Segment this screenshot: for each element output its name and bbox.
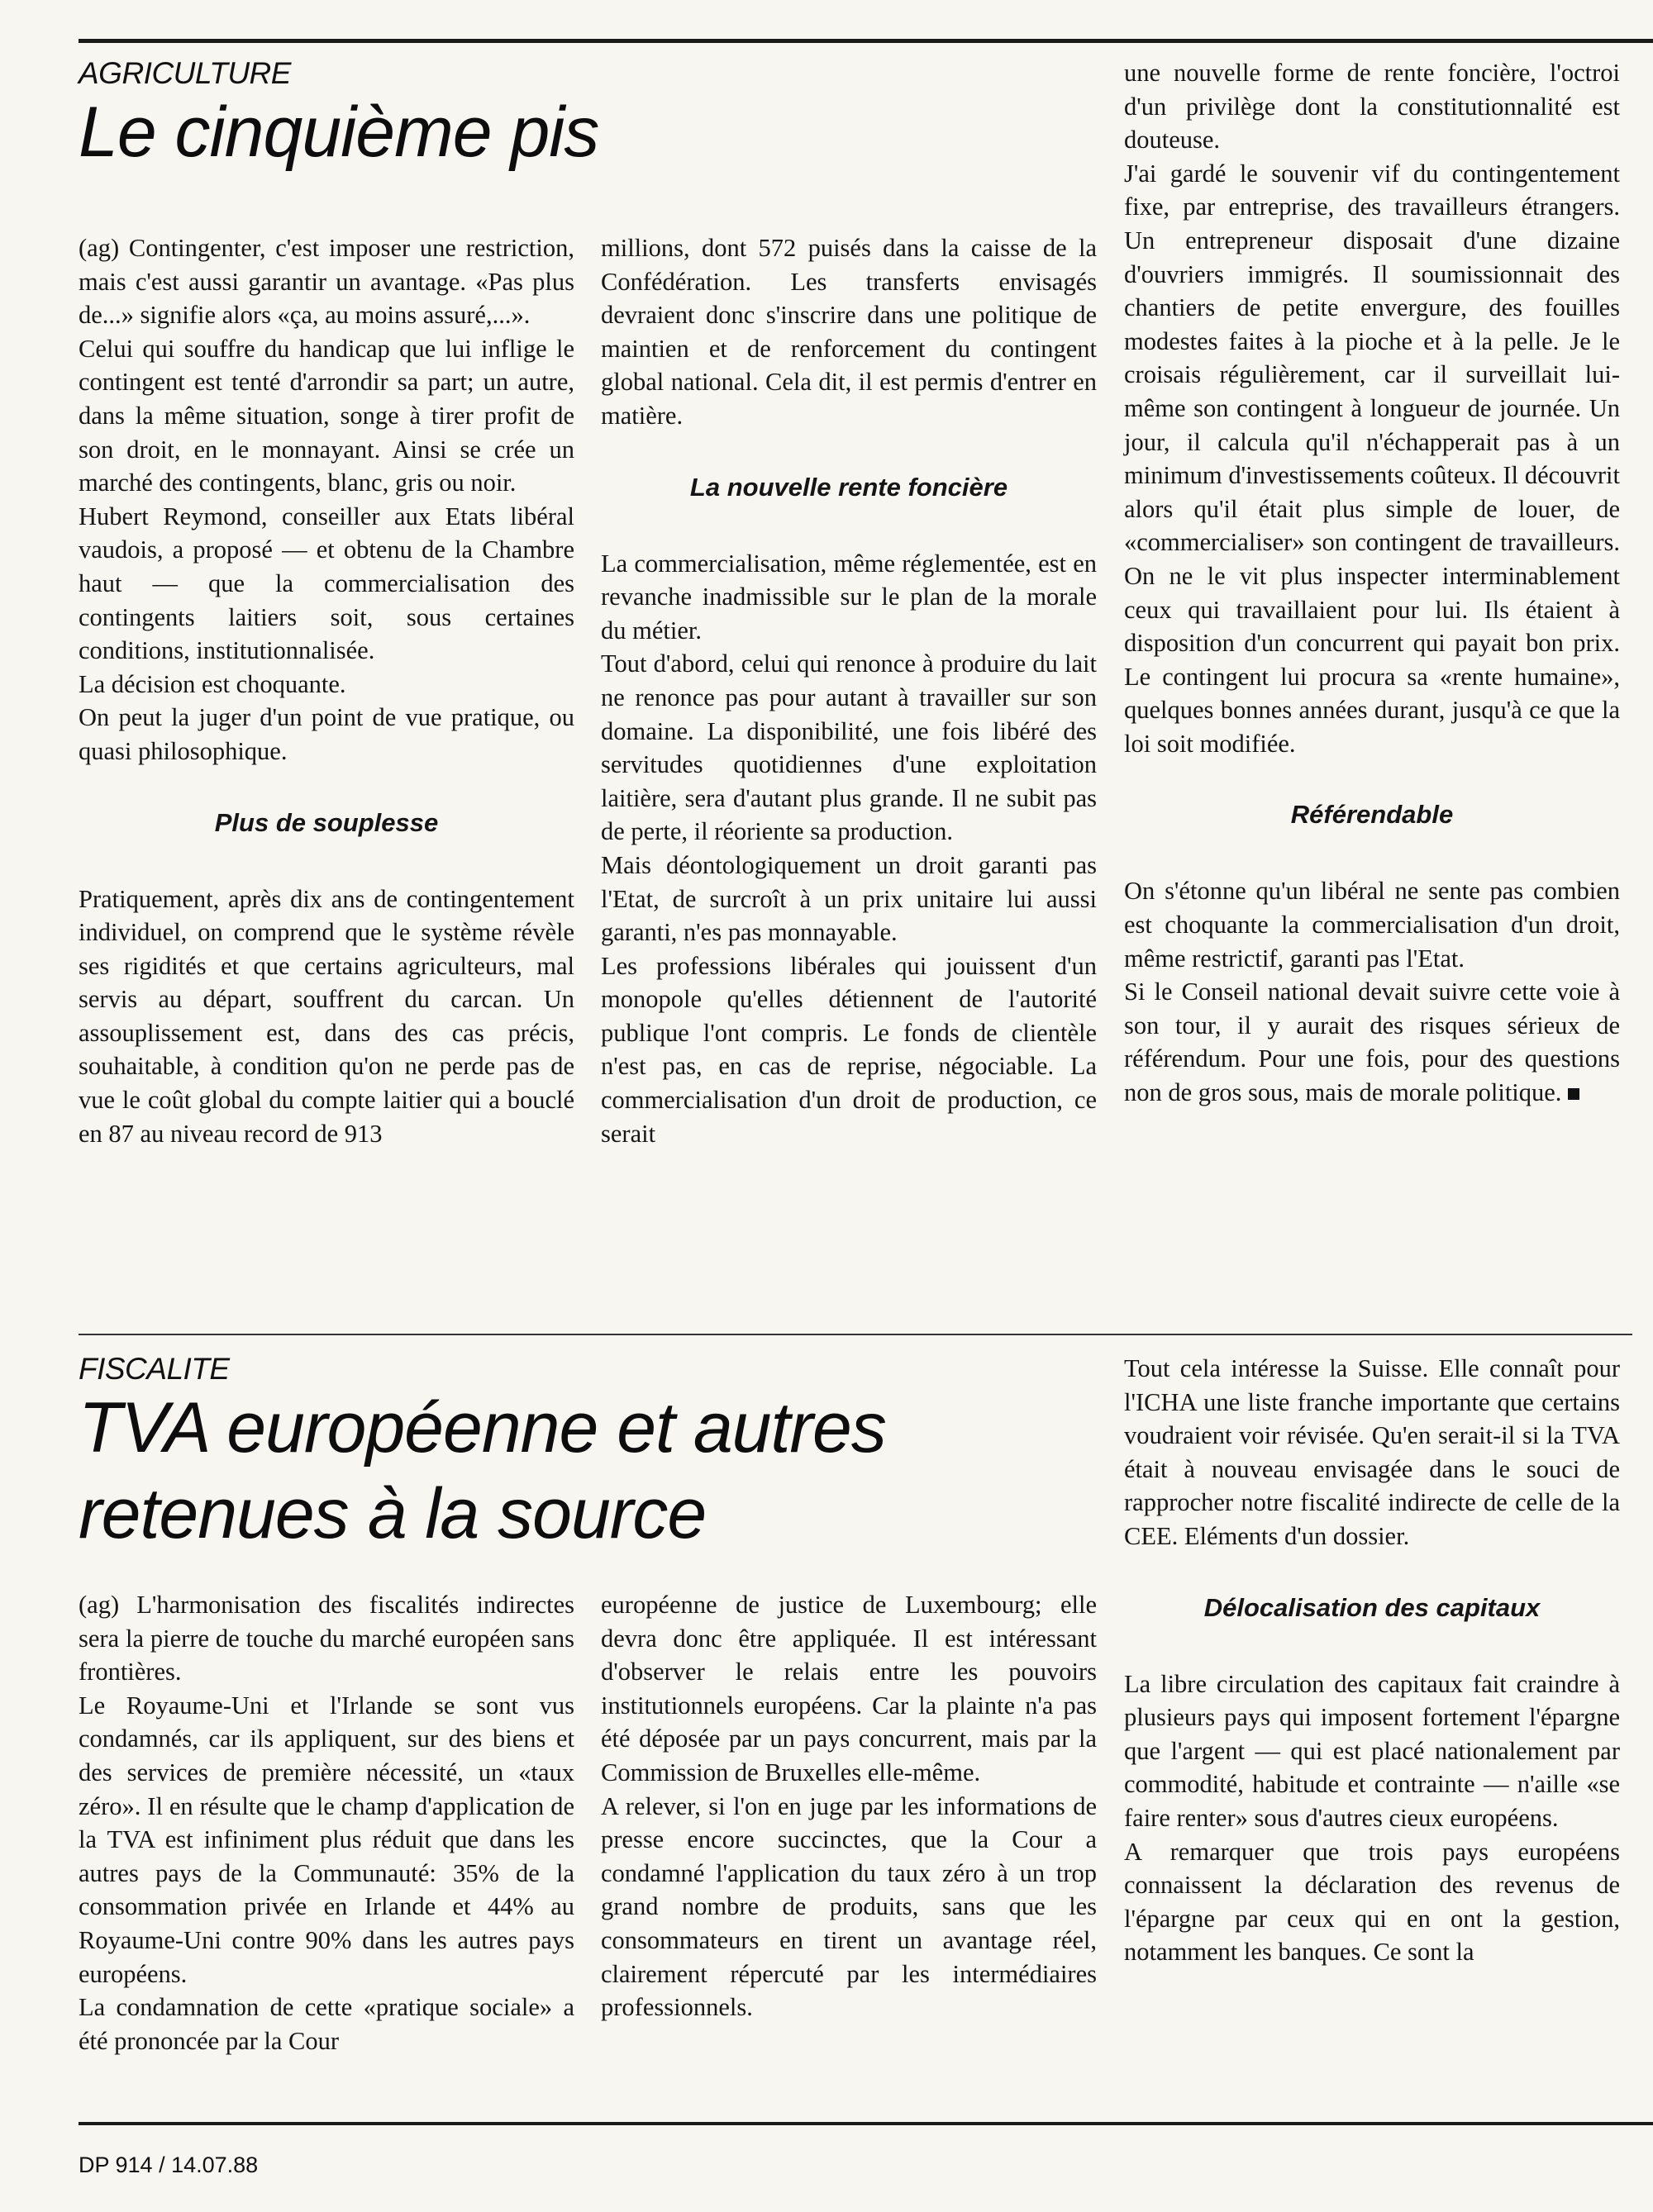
paragraph: une nouvelle forme de rente foncière, l'octroi d'un privilège dont la constitutionnalité est douteuse. [1124, 59, 1620, 155]
paragraph: Pratiquement, après dix ans de contingentement individuel, on comprend que le système révèle ses rigidités et que certains agriculteurs, mal servis au départ, souffrent du carcan. Un assouplissement est, dans des cas précis, souhaitable, à condition qu'on ne perde pas de vue le coût global du compte laitier qui a bouclé en 87 au niveau record de 913 [79, 884, 574, 1148]
paragraph: Mais déontologiquement un droit garanti pas l'Etat, de surcroît à un prix unitaire lui aussi garanti, n'es pas monnayable. [601, 850, 1097, 947]
article2-column-1 [79, 1588, 574, 2057]
subheading: Plus de souplesse [214, 807, 439, 837]
paragraph: On s'étonne qu'un libéral ne sente pas combien est choquante la commercialisation d'un droit, même restrictif, garanti pas l'Etat. [1124, 877, 1620, 973]
paragraph: (ag) L'harmonisation des fiscalités indirectes sera la pierre de touche du marché européen sans frontières. [79, 1591, 574, 1686]
article1-column-2 [601, 231, 1097, 1150]
article2-column-2 [601, 1588, 1097, 2024]
subheading: La nouvelle rente foncière [689, 472, 1008, 502]
paragraph: Tout cela intéresse la Suisse. Elle connaît pour l'ICHA une liste franche importante que certains voudraient voir révisée. Qu'en serait-il si la TVA était à nouveau envisagée dans le souci de rapprocher notre fiscalité indirecte de celle de la CEE. Eléments d'un dossier. [1124, 1354, 1620, 1550]
article1-column-1 [79, 231, 574, 1150]
issue-footer: DP 914 / 14.07.88 [79, 2153, 259, 2177]
paragraph: Tout d'abord, celui qui renonce à produire du lait ne renonce pas pour autant à travailler sur son domaine. La disponibilité, une fois libéré des servitudes quotidiennes d'une exploitation laitière, sera d'autant plus grande. Il ne subit pas de perte, il réoriente sa production. [601, 649, 1097, 846]
paragraph: Celui qui souffre du handicap que lui inflige le contingent est tenté d'arrondir sa part; un autre, dans la même situation, songe à tirer profit de son droit, en le monnayant. Ainsi se crée un marché des contingents, blanc, gris ou noir. [79, 334, 574, 497]
paragraph: Hubert Reymond, conseiller aux Etats libéral vaudois, a proposé — et obtenu de la Chambre haut — que la commercialisation des contingents laitiers soit, sous certaines conditions, institutionnalisée. [79, 502, 574, 665]
section-divider [79, 1334, 1632, 1335]
paragraph: J'ai gardé le souvenir vif du contingentement fixe, par entreprise, des travailleurs étrangers. Un entrepreneur disposait d'une dizaine d'ouvriers immigrés. Il soumissionnait des chantiers de petite envergure, des fouilles modestes faites à la pioche et à la pelle. Je le croisais régulièrement, car il surveillait lui-même son contingent à longueur de journée. Un jour, il calcula qu'il n'échapperait pas à un minimum d'investissements coûteux. Il découvrit alors qu'il était plus simple de louer, de «commercialiser» son contingent de travailleurs. On ne le vit plus inspecter interminablement ceux qui travaillaient pour lui. Ils étaient à disposition d'un concurrent qui payait bon prix. Le contingent lui procura sa «rente humaine», quelques bonnes années durant, jusqu'à ce que la loi soit modifiée. [1124, 159, 1620, 758]
end-of-article-icon [1568, 1088, 1579, 1100]
paragraph [1124, 975, 1620, 1109]
paragraph: La condamnation de cette «pratique sociale» a été prononcée par la Cour [79, 1993, 574, 2055]
top-rule [79, 39, 1653, 43]
paragraph: La commercialisation, même réglementée, est en revanche inadmissible sur le plan de la morale du métier. [601, 549, 1097, 645]
article1-kicker: AGRICULTURE [79, 56, 291, 90]
article2-kicker: FISCALITE [79, 1352, 230, 1386]
paragraph: On peut la juger d'un point de vue pratique, ou quasi philosophique. [79, 703, 574, 765]
paragraph: A relever, si l'on en juge par les informations de presse encore succinctes, que la Cour a condamné l'application du taux zéro à un trop grand nombre de produits, sans que les consommateurs en tirent un avantage réel, clairement répercuté par les intermédiaires professionnels. [601, 1791, 1097, 2022]
paragraph: (ag) Contingenter, c'est imposer une restriction, mais c'est aussi garantir un avantage. «Pas plus de...» signifie alors «ça, au moins assuré,...». [79, 234, 574, 330]
paragraph-text: Si le Conseil national devait suivre cette voie à son tour, il y aurait des risques sérieux de référendum. Pour une fois, pour des questions non de gros sous, mais de morale politique. [1124, 978, 1620, 1107]
bottom-rule [79, 2122, 1653, 2125]
paragraph: millions, dont 572 puisés dans la caisse de la Confédération. Les transferts envisagés devraient donc s'inscrire dans une politique de maintien et de renforcement du contingent global national. Cela dit, il est permis d'entrer en matière. [601, 234, 1097, 430]
article1-column-3 [1124, 56, 1620, 1110]
article2-column-3 [1124, 1352, 1620, 1969]
paragraph: Le Royaume-Uni et l'Irlande se sont vus condamnés, car ils appliquent, sur des biens et des services de première nécessité, un «taux zéro». Il en résulte que le champ d'application de la TVA est infiniment plus réduit que dans les autres pays de la Communauté: 35% de la consommation privée en Irlande et 44% au Royaume-Uni contre 90% dans les autres pays européens. [79, 1691, 574, 1988]
paragraph: La décision est choquante. [79, 669, 346, 698]
paragraph: La libre circulation des capitaux fait craindre à plusieurs pays qui imposent fortement l'épargne que l'argent — qui est placé nationalement par commodité, habitude et contrainte — n'aille «se faire renter» sous d'autres cieux européens. [1124, 1669, 1620, 1832]
subheading: Délocalisation des capitaux [1203, 1592, 1541, 1622]
paragraph: Les professions libérales qui jouissent d'un monopole qu'elles détiennent de l'autorité publique l'ont compris. Le fonds de clientèle n'est pas, en cas de reprise, négociable. La commercialisation d'un droit de production, ce serait [601, 951, 1097, 1148]
subheading: Référendable [1290, 800, 1454, 830]
article1-title: Le cinquième pis [79, 93, 599, 172]
article2-title: TVA européenne et autres retenues à la source [79, 1388, 886, 1553]
paragraph: A remarquer que trois pays européens connaissent la déclaration des revenus de l'épargne par ceux qui en ont la gestion, notamment les banques. Ce sont la [1124, 1837, 1620, 1967]
paragraph: européenne de justice de Luxembourg; elle devra donc être appliquée. Il est intéressant d'observer le relais entre les pouvoirs institutionnels européens. Car la plainte n'a pas été déposée par un pays concurrent, mais par la Commission de Bruxelles elle-même. [601, 1591, 1097, 1786]
